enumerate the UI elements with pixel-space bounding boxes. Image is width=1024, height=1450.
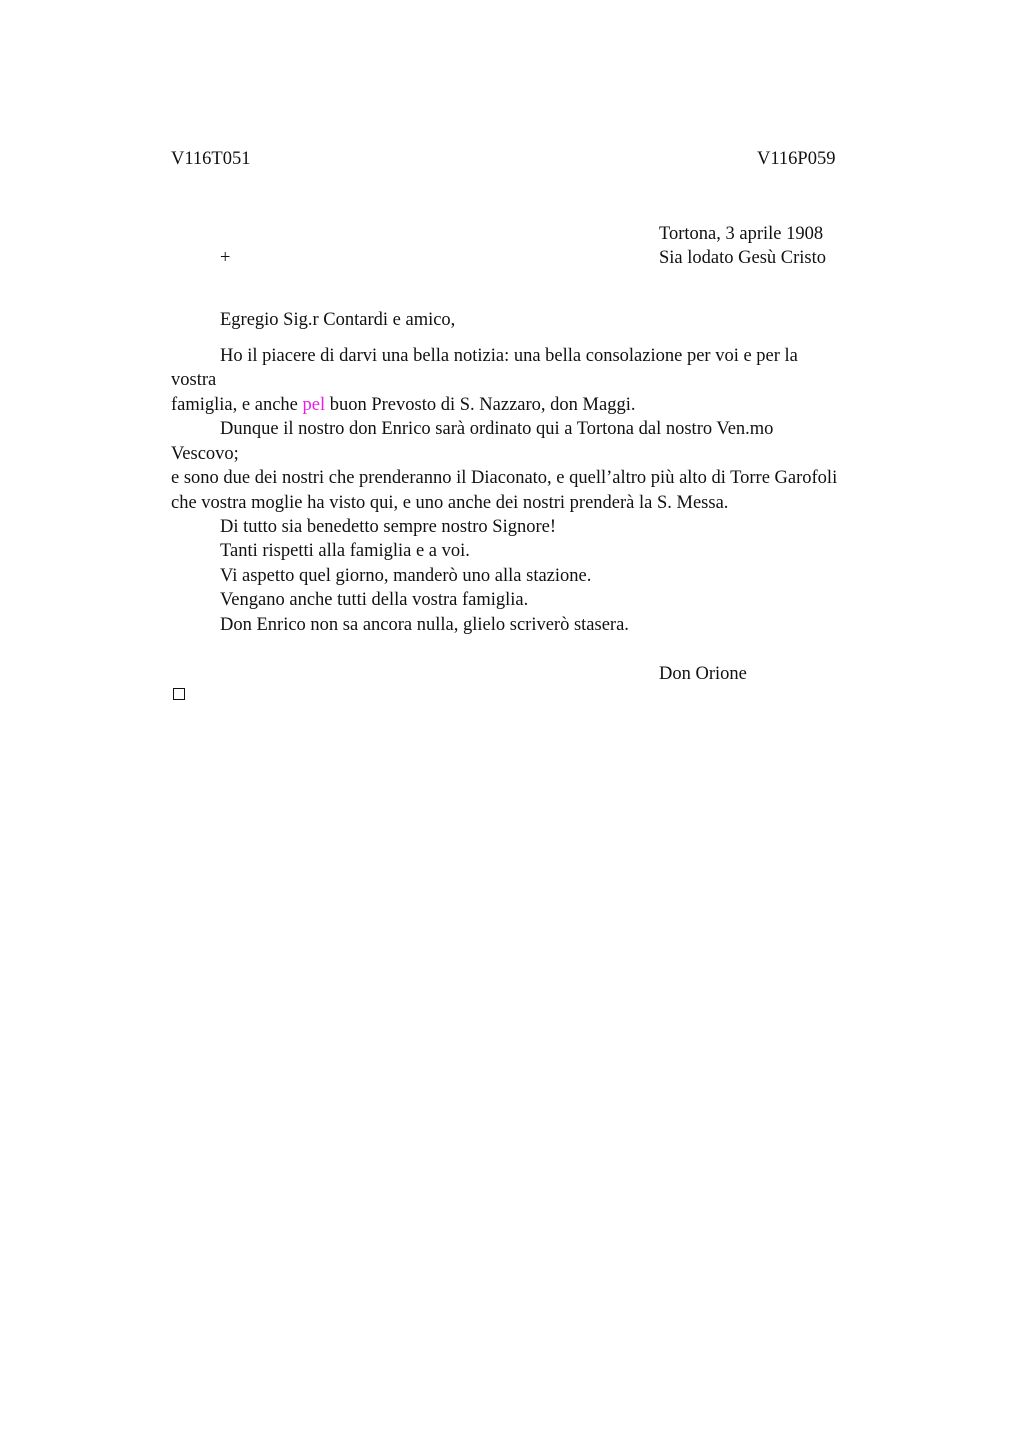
highlighted-word: pel [302, 395, 326, 415]
body-line: Di tutto sia benedetto sempre nostro Signore! [220, 517, 557, 537]
body-line: vostra [171, 370, 217, 390]
body-line: Dunque il nostro don Enrico sarà ordinato qui a Tortona dal nostro Ven.mo [220, 419, 774, 439]
body-line: Vengano anche tutti della vostra famiglia. [220, 590, 529, 610]
body-line: Vi aspetto quel giorno, manderò uno alla stazione. [220, 566, 592, 586]
body-line: che vostra moglie ha visto qui, e uno anche dei nostri prenderà la S. Messa. [171, 493, 729, 513]
end-of-document-box-icon [173, 688, 185, 700]
archive-code-right: V116P059 [757, 149, 836, 169]
place-date: Tortona, 3 aprile 1908 [659, 224, 824, 244]
salutation: Egregio Sig.r Contardi e amico, [220, 310, 456, 330]
body-line: Don Enrico non sa ancora nulla, glielo scriverò stasera. [220, 615, 629, 635]
body-line: Vescovo; [171, 444, 239, 464]
body-text: buon Prevosto di S. Nazzaro, don Maggi. [325, 395, 636, 415]
body-line [171, 396, 635, 415]
invocation: Sia lodato Gesù Cristo [659, 248, 827, 268]
body-line: Tanti rispetti alla famiglia e a voi. [220, 541, 470, 561]
body-line: Ho il piacere di darvi una bella notizia: una bella consolazione per voi e per la [220, 346, 798, 366]
cross-symbol: + [220, 248, 231, 268]
archive-code-left: V116T051 [171, 149, 251, 169]
body-line: e sono due dei nostri che prenderanno il Diaconato, e quell’altro più alto di Torre Garofoli [171, 468, 838, 488]
body-text: famiglia, e anche [171, 395, 303, 415]
signature: Don Orione [659, 664, 747, 684]
